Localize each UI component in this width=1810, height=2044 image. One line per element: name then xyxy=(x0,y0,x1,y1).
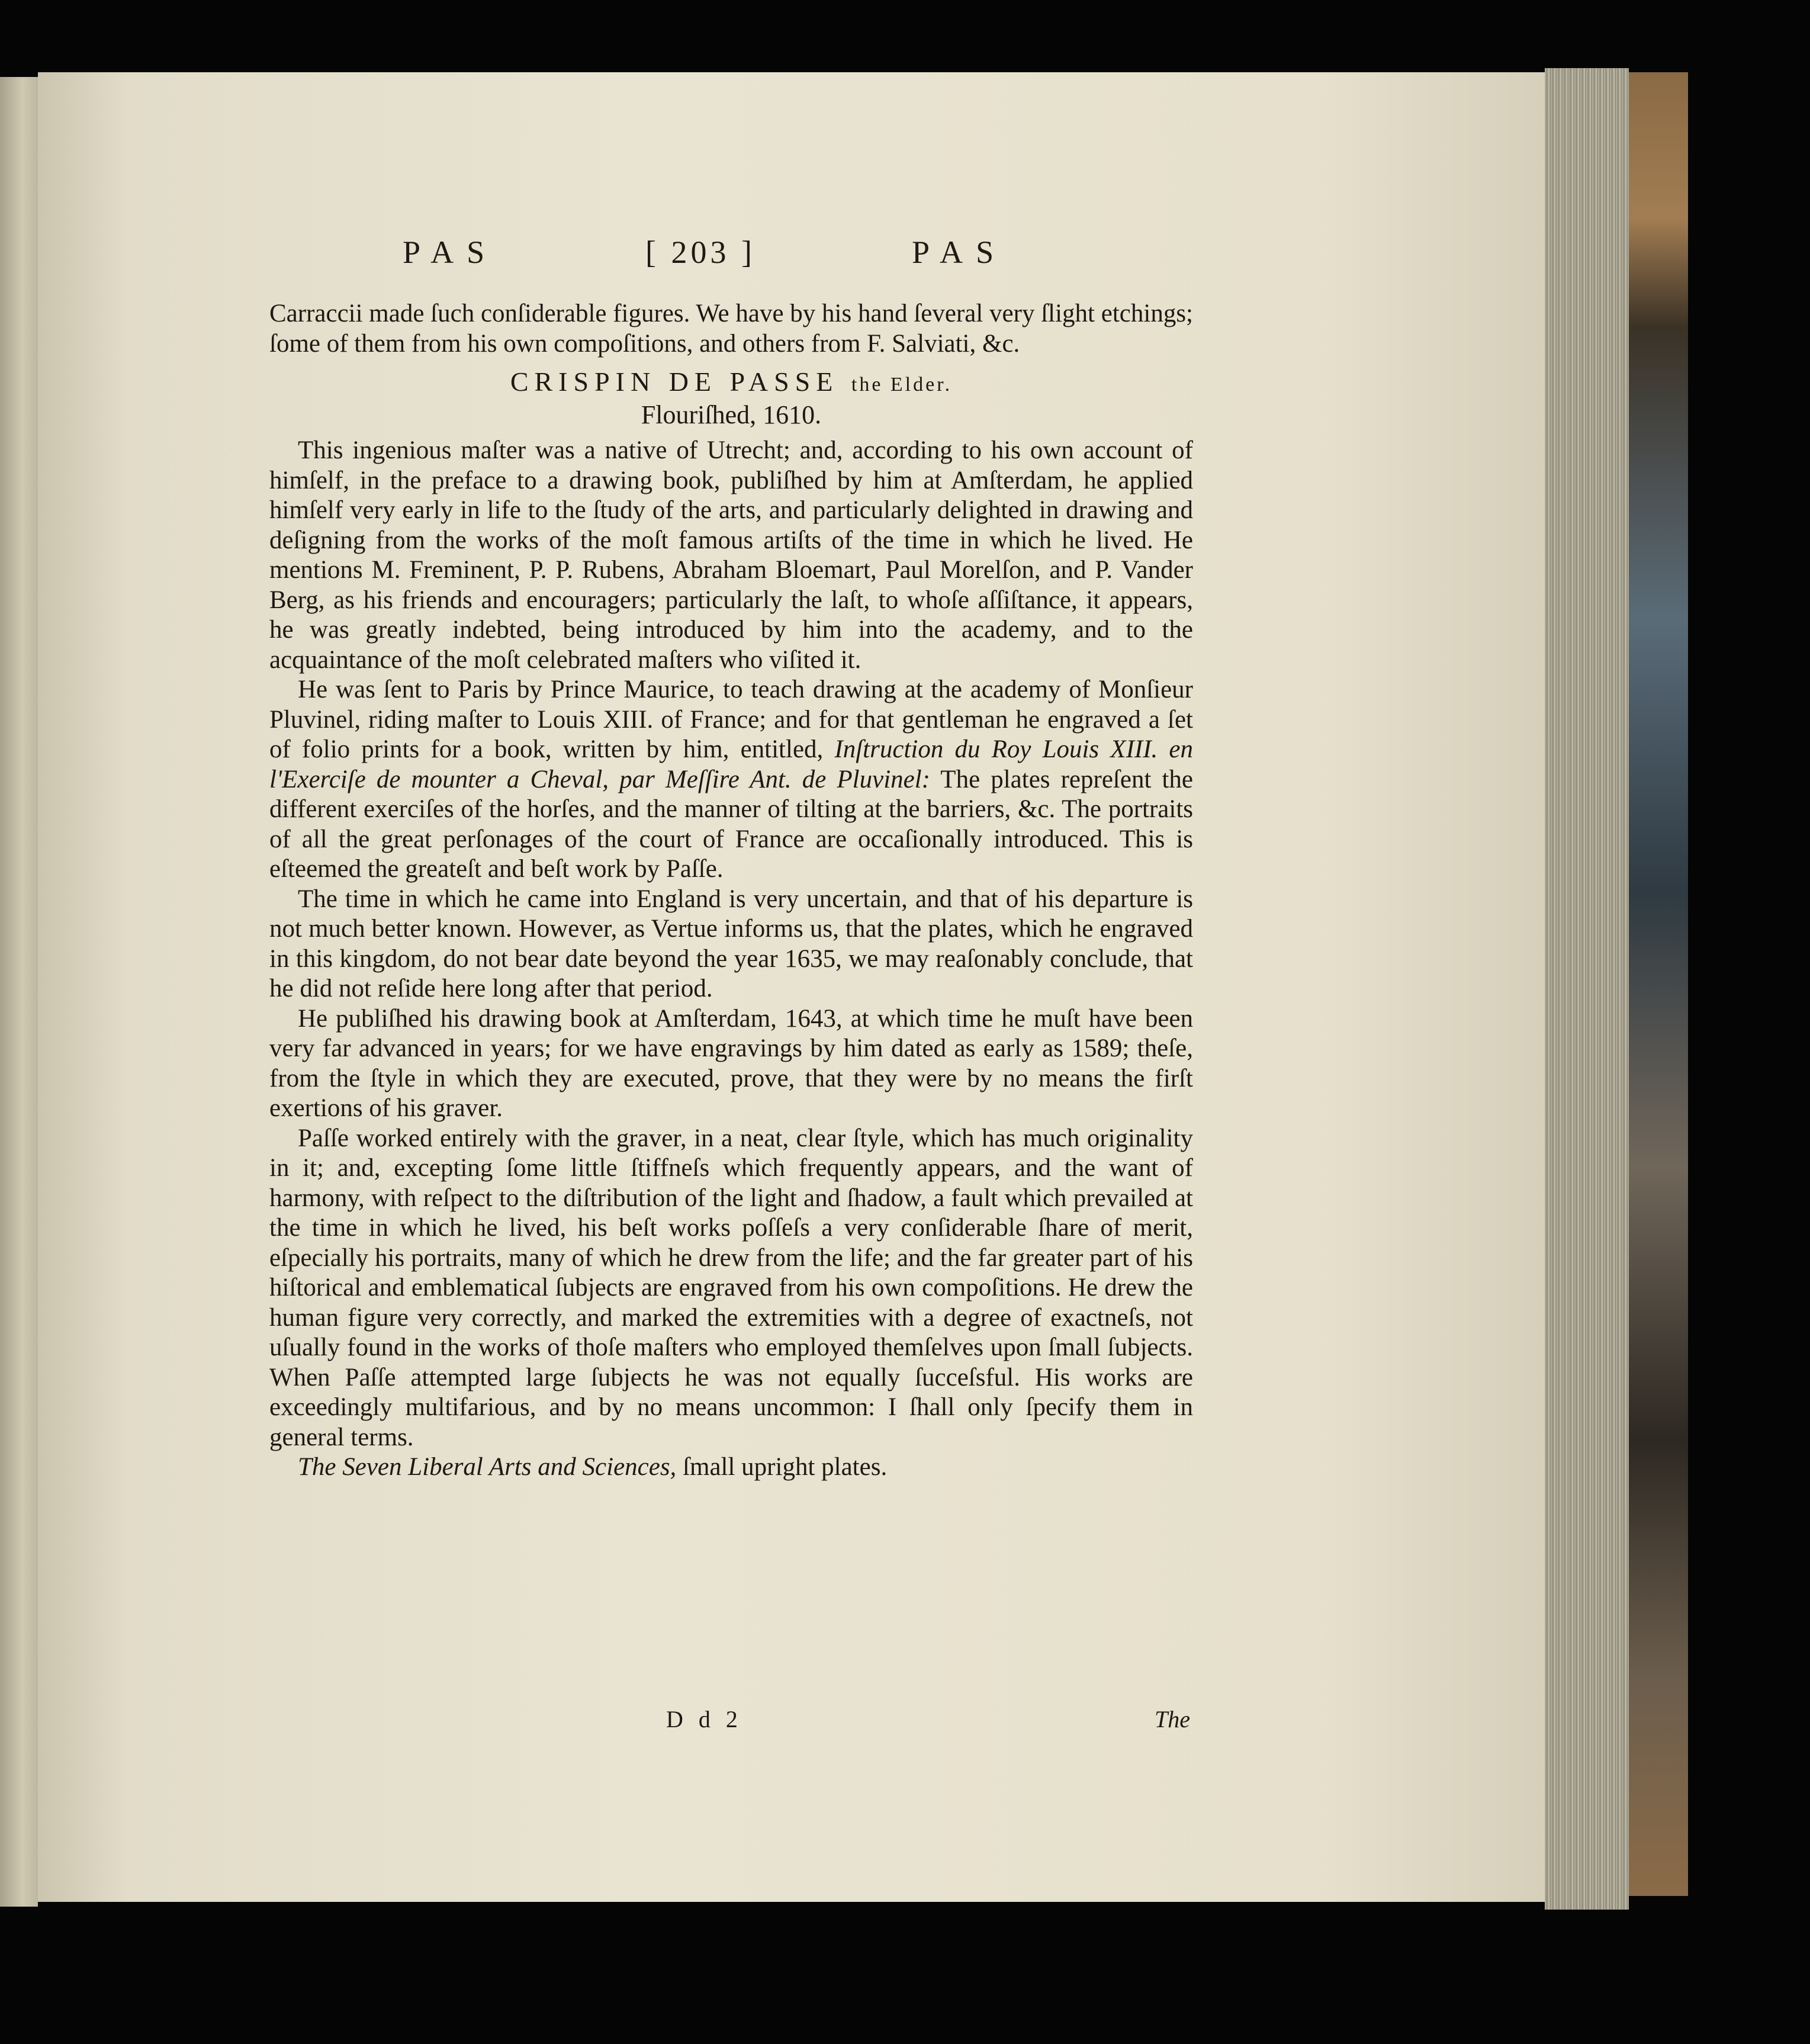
page-number: [ 203 ] xyxy=(645,234,755,270)
signature-mark: D d 2 xyxy=(666,1706,742,1733)
running-head-left: PAS xyxy=(403,234,498,270)
paragraph-2-text-a: He was ſent to Paris by Prince Maurice, to teach drawing at the academy of Monſieur Pluvinel, riding maſter to Louis XIII. of France; and for that gentleman he engraved a ſet of folio prints for a book, written by him, entitled, xyxy=(269,676,1193,763)
paragraph-1: This ingenious maſter was a native of Utrecht; and, according to his own account of himſelf, in the preface to a drawing book, publiſhed by him at Amſterdam, he applied himſelf very early in life to the ſtudy of the arts, and particularly delighted in drawing and deſigning from the works of the moſt famous artiſts of the time in which he lived. He mentions M. Freminent, P. P. Rubens, Abraham Bloemart, Paul Morelſon, and P. Vander Berg, as his friends and encouragers; particularly the laſt, to whoſe aſſiſtance, it appears, he was greatly indebted, being introduced by him into the academy, and to the acquaintance of the moſt celebrated maſters who viſited it. xyxy=(269,436,1193,674)
paragraph-6 xyxy=(269,1452,1193,1483)
paragraph-5: Paſſe worked entirely with the graver, in a neat, clear ſtyle, which has much originality in it; and, excepting ſome little ſtiffneſs which frequently appears, and the want of harmony, with reſpect to the diſtribution of the light and ſhadow, a fault which prevailed at the time in which he lived, his beſt works poſſeſs a very conſiderable ſhare of merit, eſpecially his portraits, many of which he drew from the life; and the far greater part of his hiſtorical and emblematical ſubjects are engraved from his own compoſitions. He drew the human figure very correctly, and marked the extremities with a degree of exactneſs, not uſually found in the works of thoſe maſters who employed themſelves upon ſmall ſubjects. When Paſſe attempted large ſubjects he was not equally ſucceſsful. His works are exceedingly multifarious, and by no means uncommon: I ſhall only ſpecify them in general terms. xyxy=(269,1124,1193,1451)
entry-suffix: the Elder. xyxy=(851,374,953,396)
work-description: ſmall upright plates. xyxy=(676,1453,888,1481)
marbled-cover xyxy=(1629,72,1688,1896)
paragraph-2 xyxy=(269,675,1193,885)
paragraph-3: The time in which he came into England is very uncertain, and that of his departure is not much better known. However, as Vertue informs us, that the plates, which he engraved in this kingdom, do not bear date beyond the year 1635, we may reaſonably conclude, that he did not reſide here long after that period. xyxy=(269,885,1193,1002)
intro-paragraph: Carraccii made ſuch conſiderable figures. We have by his hand ſeveral very ſlight etchings; ſome of them from his own compoſitions, and others from F. Salviati, &c. xyxy=(269,300,1193,358)
entry-name: CRISPIN DE PASSE xyxy=(510,367,839,397)
paragraph-4: He publiſhed his drawing book at Amſterdam, 1643, at which time he muſt have been very far advanced in years; for we have engravings by him dated as early as 1589; theſe, from the ſtyle in which they are executed, prove, that they were by no means the firſt exertions of his graver. xyxy=(269,1004,1193,1122)
work-title: The Seven Liberal Arts and Sciences, xyxy=(298,1453,677,1481)
running-head-right: PAS xyxy=(912,234,1007,270)
page-edges xyxy=(1545,68,1629,1910)
body-text xyxy=(269,299,1193,1483)
catchword: The xyxy=(1155,1706,1190,1733)
paragraph-2-text-c: The plates repreſent the different exerciſes of the horſes, and the manner of tilting at the barriers, &c. The portraits of all the great perſonages of the court of France are occaſionally introduced. This is eſteemed the greateſt and beſt work by Paſſe. xyxy=(269,765,1193,883)
entry-date: Flouriſhed, 1610. xyxy=(641,400,822,429)
book-title: Inſtruction du Roy Louis XIII. en l'Exerciſe de mounter a Cheval, par Meſſire Ant. de Pluvinel: xyxy=(269,735,1193,793)
facing-page-edge xyxy=(0,77,38,1907)
entry-heading xyxy=(269,367,1193,400)
